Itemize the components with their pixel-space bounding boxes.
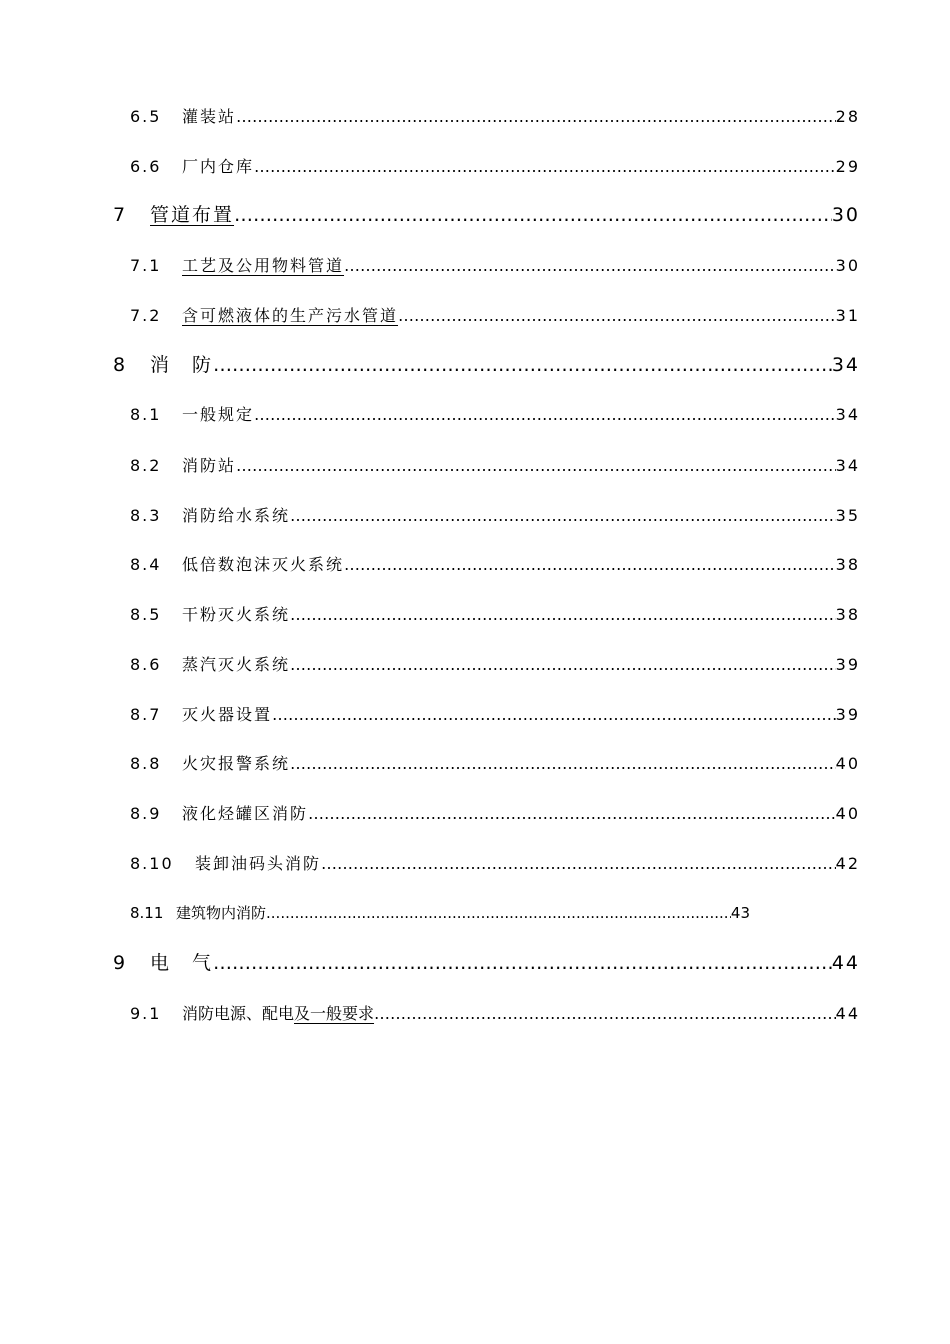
toc-title: 装卸油码头消防: [195, 854, 322, 873]
toc-entry-6-5[interactable]: [130, 104, 860, 130]
toc-number: 8.8: [130, 754, 162, 773]
toc-leader: [290, 503, 836, 529]
toc-page: 31: [835, 306, 860, 325]
toc-entry-8-10[interactable]: [130, 851, 860, 877]
toc-page: 38: [835, 555, 860, 574]
toc-leader: [236, 453, 836, 479]
toc-number: 8.4: [130, 555, 162, 574]
toc-number: 7: [113, 204, 128, 226]
toc-page: 30: [831, 204, 860, 226]
toc-page: 30: [835, 256, 860, 275]
toc-title: 液化烃罐区消防: [182, 804, 309, 823]
toc-entry-8-3[interactable]: [130, 503, 860, 529]
toc-leader: [344, 253, 836, 279]
toc-title: 消防站: [182, 456, 237, 475]
toc-entry-8-4[interactable]: [130, 552, 860, 578]
toc-number: 8.5: [130, 605, 162, 624]
toc-page: 39: [835, 655, 860, 674]
toc-number: 8.6: [130, 655, 162, 674]
toc-entry-8-7[interactable]: [130, 702, 860, 728]
toc-leader: [213, 950, 832, 976]
toc-leader: [272, 702, 836, 728]
toc-title: [182, 1001, 374, 1027]
toc-leader: [290, 751, 836, 777]
toc-page: 35: [835, 506, 860, 525]
toc-number: 9.1: [130, 1004, 162, 1023]
toc-entry-8-2[interactable]: [130, 453, 860, 479]
toc-entry-7-2[interactable]: [130, 303, 860, 329]
toc-title: 消 防: [150, 354, 214, 376]
toc-number: 7.1: [130, 256, 162, 275]
toc-page: 34: [835, 456, 860, 475]
toc-leader: [290, 602, 836, 628]
toc-title: 干粉灭火系统: [182, 605, 291, 624]
toc-entry-8-6[interactable]: [130, 652, 860, 678]
toc-number: 9: [113, 952, 128, 974]
toc-page: 42: [835, 854, 860, 873]
toc-leader: [321, 851, 836, 877]
toc-page: 44: [835, 1004, 860, 1023]
toc-number: 8.9: [130, 804, 162, 823]
toc-leader: [290, 652, 836, 678]
toc-entry-8-9[interactable]: [130, 801, 860, 827]
toc-leader: [266, 900, 731, 926]
toc-title-link[interactable]: 管道布置: [150, 204, 235, 226]
toc-title: 低倍数泡沫灭火系统: [182, 555, 345, 574]
toc-title-part: 消防电源、配电: [182, 1004, 295, 1023]
toc-title: [182, 253, 344, 279]
toc-page: 40: [835, 804, 860, 823]
toc-leader: [213, 352, 832, 378]
toc-page: 44: [831, 952, 860, 974]
toc-entry-8-1[interactable]: [130, 402, 860, 428]
toc-page: 34: [831, 354, 860, 376]
toc-title: [150, 202, 234, 228]
toc-page: 34: [835, 405, 860, 424]
toc-entry-8-11[interactable]: [130, 900, 750, 926]
toc-number: 8.2: [130, 456, 162, 475]
toc-title: 一般规定: [182, 405, 255, 424]
toc-number: 6.5: [130, 107, 162, 126]
toc-number: 8.1: [130, 405, 162, 424]
toc-leader: [254, 154, 836, 180]
toc-leader: [234, 202, 832, 228]
toc-title: 灭火器设置: [182, 705, 273, 724]
toc-title: 消防给水系统: [182, 506, 291, 525]
toc-title-link[interactable]: 工艺及公用物料管道: [182, 256, 345, 275]
toc-title: [182, 303, 398, 329]
toc-title: 灌装站: [182, 107, 237, 126]
toc-number: 8.7: [130, 705, 162, 724]
toc-entry-8[interactable]: [113, 352, 860, 378]
toc-entry-7[interactable]: [113, 202, 860, 228]
toc-entry-9[interactable]: [113, 950, 860, 976]
toc-leader: [236, 104, 836, 130]
toc-entry-6-6[interactable]: [130, 154, 860, 180]
toc-entry-8-8[interactable]: [130, 751, 860, 777]
toc-number: 8.11: [130, 904, 164, 922]
toc-leader: [398, 303, 836, 329]
toc-title-link[interactable]: 含可燃液体的生产污水管道: [182, 306, 399, 325]
toc-title: 建筑物内消防: [176, 904, 267, 922]
toc-number: 8.3: [130, 506, 162, 525]
toc-leader: [374, 1001, 836, 1027]
toc-page: 40: [835, 754, 860, 773]
toc-number: 8: [113, 354, 128, 376]
toc-leader: [308, 801, 836, 827]
toc-title-link[interactable]: 及一般要求: [294, 1004, 375, 1023]
toc-entry-9-1[interactable]: [130, 1001, 860, 1027]
toc-page: 38: [835, 605, 860, 624]
toc-title: 厂内仓库: [182, 157, 255, 176]
toc-number: 6.6: [130, 157, 162, 176]
toc-entry-8-5[interactable]: [130, 602, 860, 628]
toc-leader: [344, 552, 836, 578]
toc-page: 28: [835, 107, 860, 126]
toc-leader: [254, 402, 836, 428]
toc-page: 29: [835, 157, 860, 176]
toc-title: 蒸汽灭火系统: [182, 655, 291, 674]
toc-title: 电 气: [150, 952, 214, 974]
toc-title: 火灾报警系统: [182, 754, 291, 773]
toc-page: 39: [835, 705, 860, 724]
toc-number: 8.10: [130, 854, 174, 873]
toc-entry-7-1[interactable]: [130, 253, 860, 279]
toc-page: 43: [730, 904, 750, 922]
toc-number: 7.2: [130, 306, 162, 325]
